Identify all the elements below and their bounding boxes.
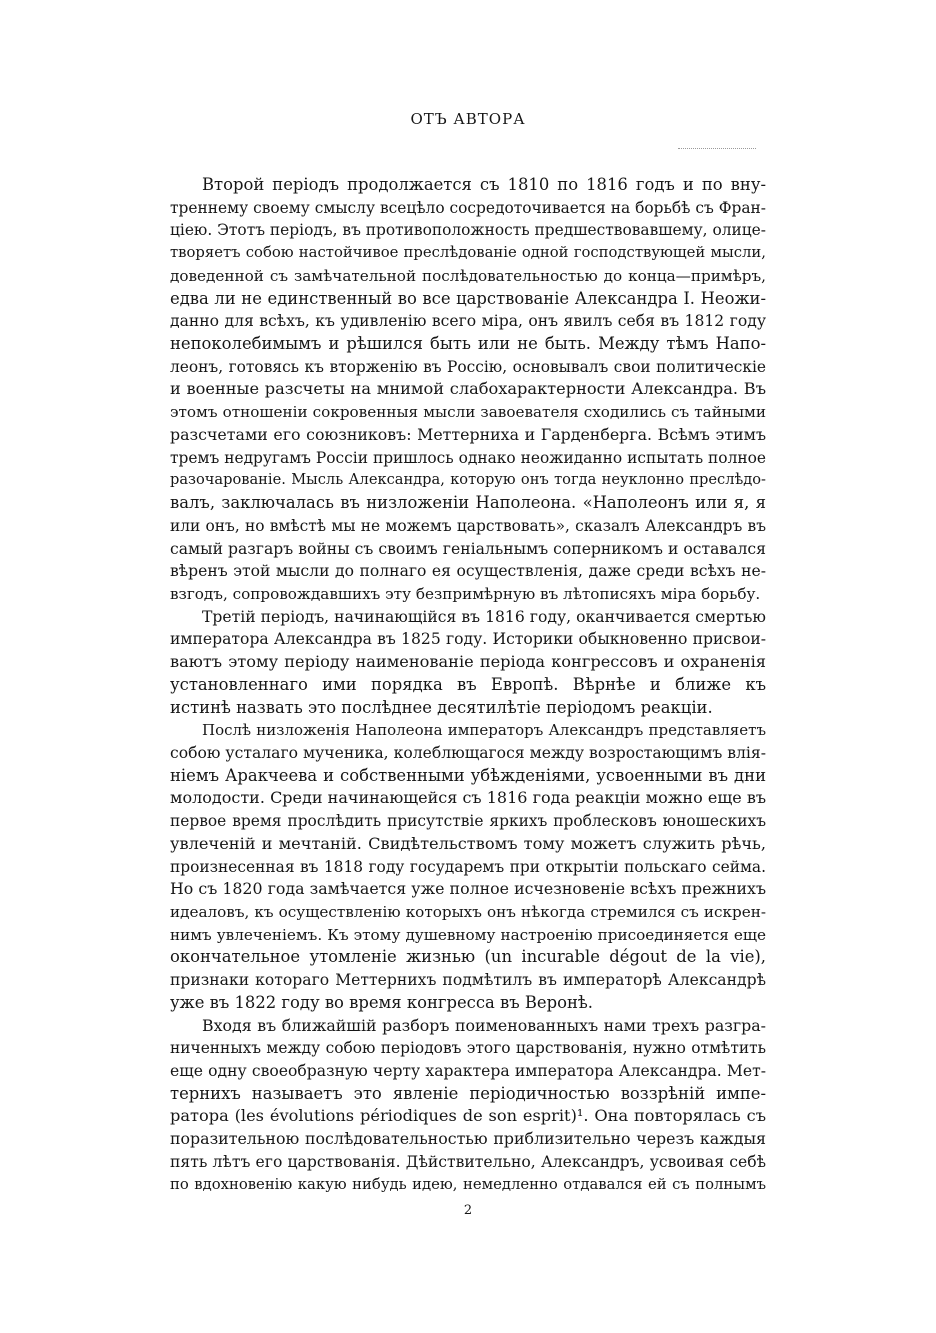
text-line: пять лѣтъ его царствованія. Дѣйствительно, Александръ, усвоивая себѣ	[170, 1152, 766, 1171]
running-header: ОТЪ АВТОРА	[410, 110, 526, 128]
text-line: ваютъ этому періоду наименованіе періода конгрессовъ и охраненія	[170, 652, 766, 672]
text-line: Входя въ ближайшій разборъ поименованныхъ нами трехъ разгра-	[202, 1015, 766, 1035]
body-text	[170, 174, 766, 1196]
text-line: первое время прослѣдить присутствіе яркихъ проблесковъ юношескихъ	[170, 812, 766, 831]
text-line: еще одну своеобразную черту характера императора Александра. Мет-	[170, 1062, 766, 1081]
text-line: установленнаго ими порядка въ Европѣ. Вѣрнѣе и ближе къ	[170, 674, 766, 694]
text-line: молодости. Среди начинающейся съ 1816 года реакціи можно еще въ	[170, 788, 766, 808]
text-line: взгодъ, сопровождавшихъ эту безпримѣрную въ лѣтописяхъ міра борьбу.	[170, 584, 761, 603]
text-line: и военные разсчеты на мнимой слабохарактерности Александра. Въ	[170, 379, 766, 399]
text-line: произнесенная въ 1818 году государемъ при открытіи польскаго сейма.	[170, 857, 766, 876]
text-line: ціею. Этотъ періодъ, въ противоположность предшествовавшему, олице-	[170, 221, 766, 240]
text-line: императора Александра въ 1825 году. Историки обыкновенно присвои-	[170, 630, 766, 649]
text-line: поразительною послѣдовательностью приблизительно черезъ каждыя	[170, 1129, 766, 1149]
text-line: Третій періодъ, начинающійся въ 1816 году, оканчивается смертью	[202, 607, 766, 626]
text-line: самый разгаръ войны съ своимъ геніальнымъ соперникомъ и оставался	[170, 539, 766, 558]
text-line: этомъ отношеніи сокровенныя мысли завоевателя сходились съ тайными	[170, 403, 766, 422]
text-line: Второй періодъ продолжается съ 1810 по 1816 годъ и по вну-	[202, 175, 766, 194]
text-line: собою усталаго мученика, колеблющагося между возростающимъ влія-	[170, 743, 766, 762]
text-line: данно для всѣхъ, къ удивленію всего міра, онъ явилъ себя въ 1812 году	[170, 312, 766, 331]
text-line: по вдохновенію какую нибудь идею, немедленно отдавался ей съ полнымъ	[170, 1175, 766, 1193]
text-line: идеаловъ, къ осуществленію которыхъ онъ нѣкогда стремился съ искрен-	[170, 903, 766, 921]
text-line: окончательное утомленіе жизнью (un incurable dégout de la vie),	[170, 947, 766, 967]
text-line: едва ли не единственный во все царствованіе Александра I. Неожи-	[170, 288, 766, 308]
page-number: 2	[463, 1203, 473, 1218]
text-line: или онъ, но вмѣстѣ мы не можемъ царствовать», сказалъ Александръ въ	[170, 516, 766, 535]
text-line: творяетъ собою настойчивое преслѣдованіе одной господствующей мысли,	[170, 244, 766, 262]
text-line: ратора (les évolutions périodiques de son esprit)¹. Она повторялась съ	[170, 1106, 766, 1126]
text-line: нимъ увлеченіемъ. Къ этому душевному настроенію присоединяется еще	[170, 925, 766, 944]
text-line: увлеченій и мечтаній. Свидѣтельствомъ тому можетъ служить рѣчь,	[170, 833, 766, 853]
text-line: уже въ 1822 году во время конгресса въ Веронѣ.	[170, 992, 593, 1012]
text-line: тремъ недругамъ Россіи пришлось однако неожиданно испытать полное	[170, 448, 766, 467]
text-line: треннему своему смыслу всецѣло сосредоточивается на борьбѣ съ Фран-	[170, 198, 766, 217]
header-rule	[678, 148, 756, 149]
text-line: вѣренъ этой мысли до полнаго ея осуществленія, даже среди всѣхъ не-	[170, 562, 766, 581]
text-line: ніемъ Аракчеева и собственными убѣжденіями, усвоенными въ дни	[170, 765, 766, 785]
text-line: признаки котораго Меттернихъ подмѣтилъ въ императорѣ Александрѣ	[170, 971, 766, 990]
text-line: Но съ 1820 года замѣчается уже полное исчезновеніе всѣхъ прежнихъ	[170, 879, 766, 899]
text-line: валъ, заключалась въ низложеніи Наполеона. «Наполеонъ или я, я	[170, 493, 766, 513]
text-line: непоколебимымъ и рѣшился быть или не быть. Между тѣмъ Напо-	[170, 334, 766, 354]
text-line: Послѣ низложенія Наполеона императоръ Александръ представляетъ	[202, 721, 766, 740]
text-line: разсчетами его союзниковъ: Меттерниха и Гарденберга. Всѣмъ этимъ	[170, 424, 766, 444]
text-line: ниченныхъ между собою періодовъ этого царствованія, нужно отмѣтить	[170, 1039, 766, 1058]
text-line: леонъ, готовясь къ вторженію въ Россію, основывалъ свои политическіе	[170, 357, 766, 376]
text-line: доведенной съ замѣчательной послѣдовательностью до конца—примѣръ,	[170, 266, 766, 285]
text-line: разочарованіе. Мысль Александра, которую онъ тогда неуклонно преслѣдо-	[170, 471, 766, 489]
text-line: тернихъ называетъ это явленіе періодичностью воззрѣній импе-	[170, 1083, 766, 1103]
text-line: истинѣ назвать это послѣднее десятилѣтіе періодомъ реакціи.	[170, 697, 713, 717]
